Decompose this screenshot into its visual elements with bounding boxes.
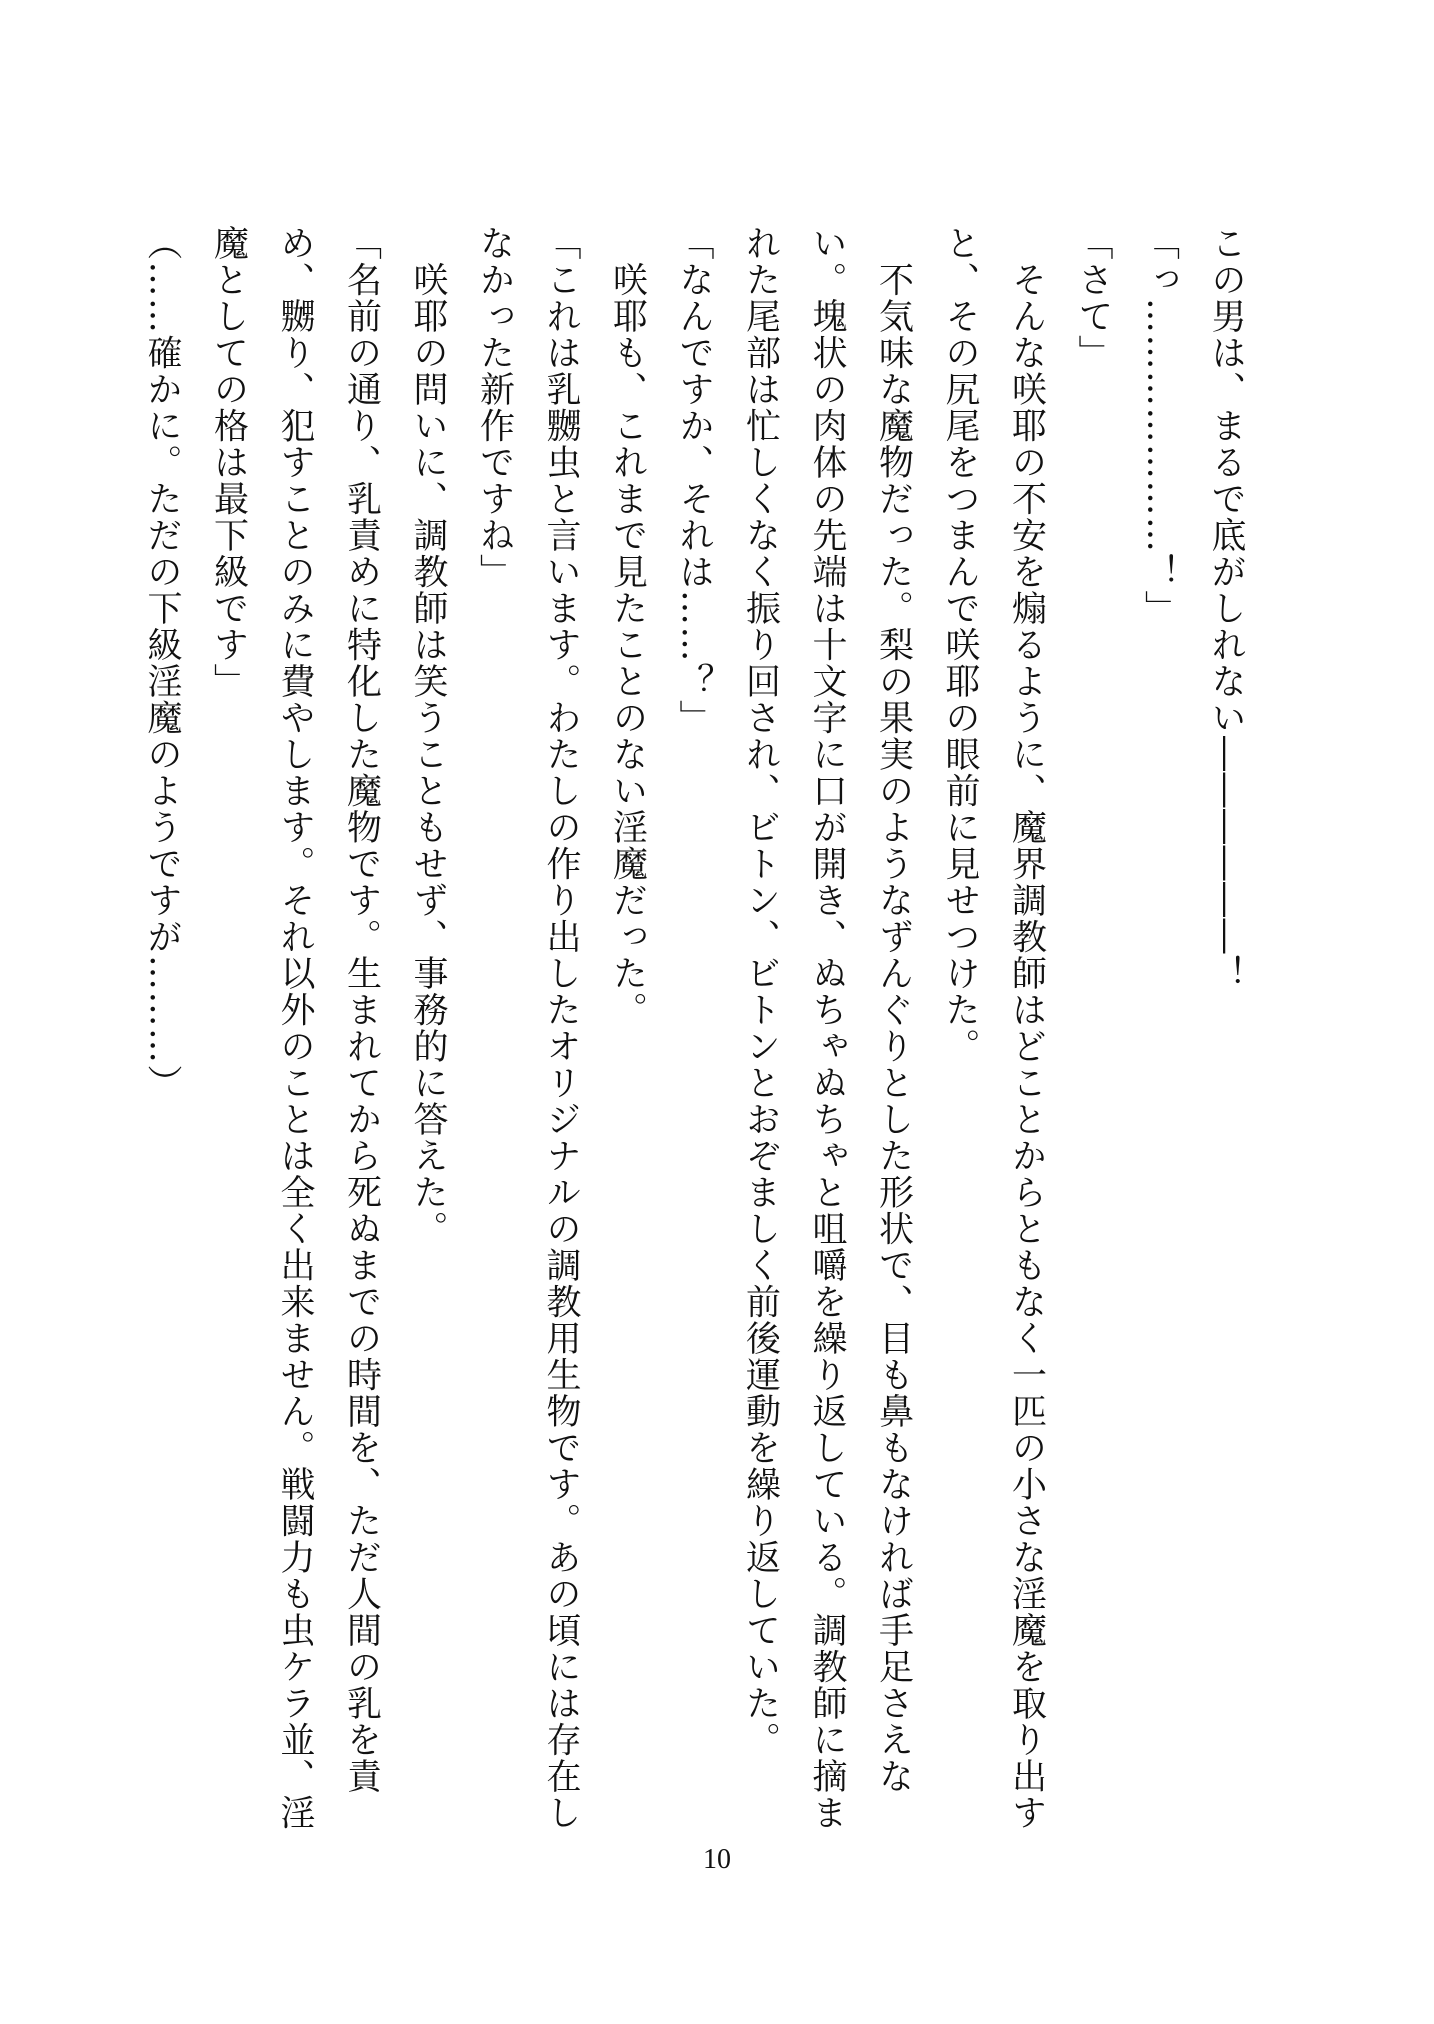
text-line: 「っ…………………！」 — [1139, 225, 1180, 627]
text-line: この男は、まるで底がしれない――――――！ — [1206, 225, 1246, 992]
text-line: 不気味な魔物だった。梨の果実のようなずんぐりとした形状で、目も鼻もなければ手足さえない。塊状の肉体の先端は十文字に口が開き、ぬちゃぬちゃと咀嚼を繰り返している。調教師に摘まれた尾部は忙しくなく振り回され、ビトン、ビトンとおぞましく前後運動を繰り返していた。 — [740, 225, 914, 1831]
text-line: 「名前の通り、乳責めに特化した魔物です。生まれてから死ぬまでの時間を、ただ人間の乳を責め、嬲り、犯すことのみに費やします。それ以外のことは全く出来ません。戦闘力も虫ケラ並、淫魔としての格は最下級です」 — [208, 225, 382, 1831]
page-number: 10 — [703, 1844, 731, 1875]
vertical-text-body — [142, 225, 1259, 1865]
text-line: （……確かに。ただの下級淫魔のようですが………） — [142, 225, 182, 1101]
text-line: 「これは乳嬲虫と言います。わたしの作り出したオリジナルの調教用生物です。あの頃には存在しなかった新作ですね」 — [474, 225, 581, 1831]
text-line: そんな咲耶の不安を煽るように、魔界調教師はどことからともなく一匹の小さな淫魔を取り出すと、その尻尾をつまんで咲耶の眼前に見せつけた。 — [940, 225, 1047, 1831]
text-line: 「なんですか、それは……？」 — [674, 225, 714, 736]
text-line: 咲耶の問いに、調教師は笑うこともせず、事務的に答えた。 — [408, 225, 448, 1247]
text-line: 「さて」 — [1073, 225, 1113, 371]
text-line: 咲耶も、これまで見たことのない淫魔だった。 — [607, 225, 648, 1028]
